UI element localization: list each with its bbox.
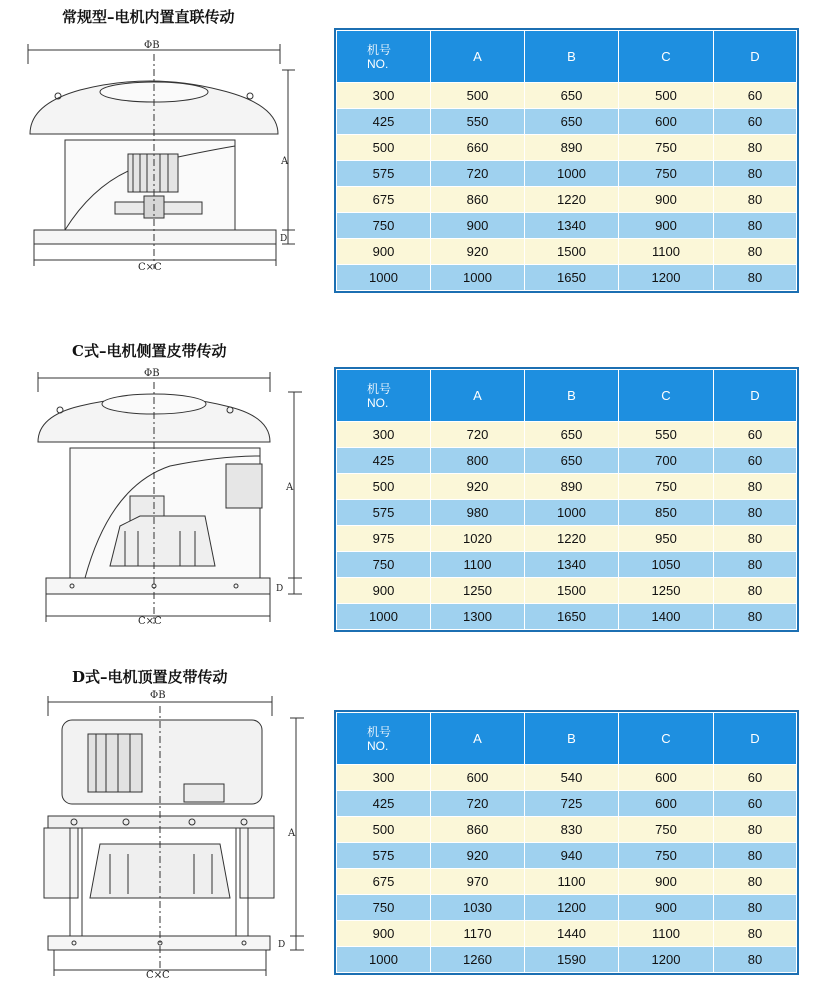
header-d: D: [714, 31, 797, 83]
base-height-label: D: [280, 234, 288, 244]
header-a: A: [431, 713, 525, 765]
header-b: B: [525, 31, 619, 83]
table-row: 900 920 1500 1100 80: [337, 239, 797, 265]
table-row: 900 1170 1440 1100 80: [337, 921, 797, 947]
header-d: D: [714, 713, 797, 765]
header-a: A: [431, 370, 525, 422]
header-c: C: [619, 31, 714, 83]
table-row: 300 720 650 550 60: [337, 422, 797, 448]
table-row: 975 1020 1220 950 80: [337, 526, 797, 552]
table-row: 425 550 650 600 60: [337, 109, 797, 135]
table-row: 1000 1300 1650 1400 80: [337, 604, 797, 630]
header-a: A: [431, 31, 525, 83]
section-2-title: C式–电机侧置皮带传动: [72, 342, 227, 360]
base-height-label: D: [276, 584, 284, 594]
base-width-label: C×C: [138, 262, 162, 273]
base-width-label: C×C: [138, 616, 162, 627]
header-d: D: [714, 370, 797, 422]
table-row: 675 970 1100 900 80: [337, 869, 797, 895]
table-header-row: [337, 31, 797, 83]
base-width-label: C×C: [146, 970, 170, 980]
table-row: 500 920 890 750 80: [337, 474, 797, 500]
header-no: 机号 NO.: [337, 370, 431, 422]
header-no: 机号 NO.: [337, 31, 431, 83]
table-row: 500 860 830 750 80: [337, 817, 797, 843]
table-row: 675 860 1220 900 80: [337, 187, 797, 213]
height-label: A: [286, 482, 294, 493]
table-row: 425 720 725 600 60: [337, 791, 797, 817]
section-3-title: D式–电机顶置皮带传动: [72, 668, 228, 686]
table-row: 300 600 540 600 60: [337, 765, 797, 791]
header-b: B: [525, 370, 619, 422]
table-row: 425 800 650 700 60: [337, 448, 797, 474]
table-header-row: [337, 713, 797, 765]
table-row: 900 1250 1500 1250 80: [337, 578, 797, 604]
fan-diagram-direct-drive: [20, 34, 310, 276]
header-c: C: [619, 370, 714, 422]
table-row: 1000 1000 1650 1200 80: [337, 265, 797, 291]
table-header-row: [337, 370, 797, 422]
diameter-label: ΦB: [150, 690, 166, 701]
table-row: 750 1030 1200 900 80: [337, 895, 797, 921]
table-row: 750 900 1340 900 80: [337, 213, 797, 239]
table-row: 750 1100 1340 1050 80: [337, 552, 797, 578]
fan-diagram-side-belt: [30, 366, 310, 628]
fan-diagram-top-belt: [34, 688, 310, 980]
height-label: A: [288, 828, 296, 839]
table-row: 575 980 1000 850 80: [337, 500, 797, 526]
spec-table-top-belt: [336, 712, 797, 973]
header-no: 机号 NO.: [337, 713, 431, 765]
base-height-label: D: [278, 940, 286, 950]
section-1-title: 常规型–电机内置直联传动: [62, 8, 235, 26]
header-c: C: [619, 713, 714, 765]
height-label: A: [281, 156, 289, 167]
diameter-label: ΦB: [144, 368, 160, 379]
header-b: B: [525, 713, 619, 765]
table-row: 575 920 940 750 80: [337, 843, 797, 869]
spec-table-direct-drive: [336, 30, 797, 291]
table-row: 500 660 890 750 80: [337, 135, 797, 161]
spec-table-side-belt: [336, 369, 797, 630]
table-row: 575 720 1000 750 80: [337, 161, 797, 187]
table-row: 300 500 650 500 60: [337, 83, 797, 109]
table-row: 1000 1260 1590 1200 80: [337, 947, 797, 973]
diameter-label: ΦB: [144, 40, 160, 51]
